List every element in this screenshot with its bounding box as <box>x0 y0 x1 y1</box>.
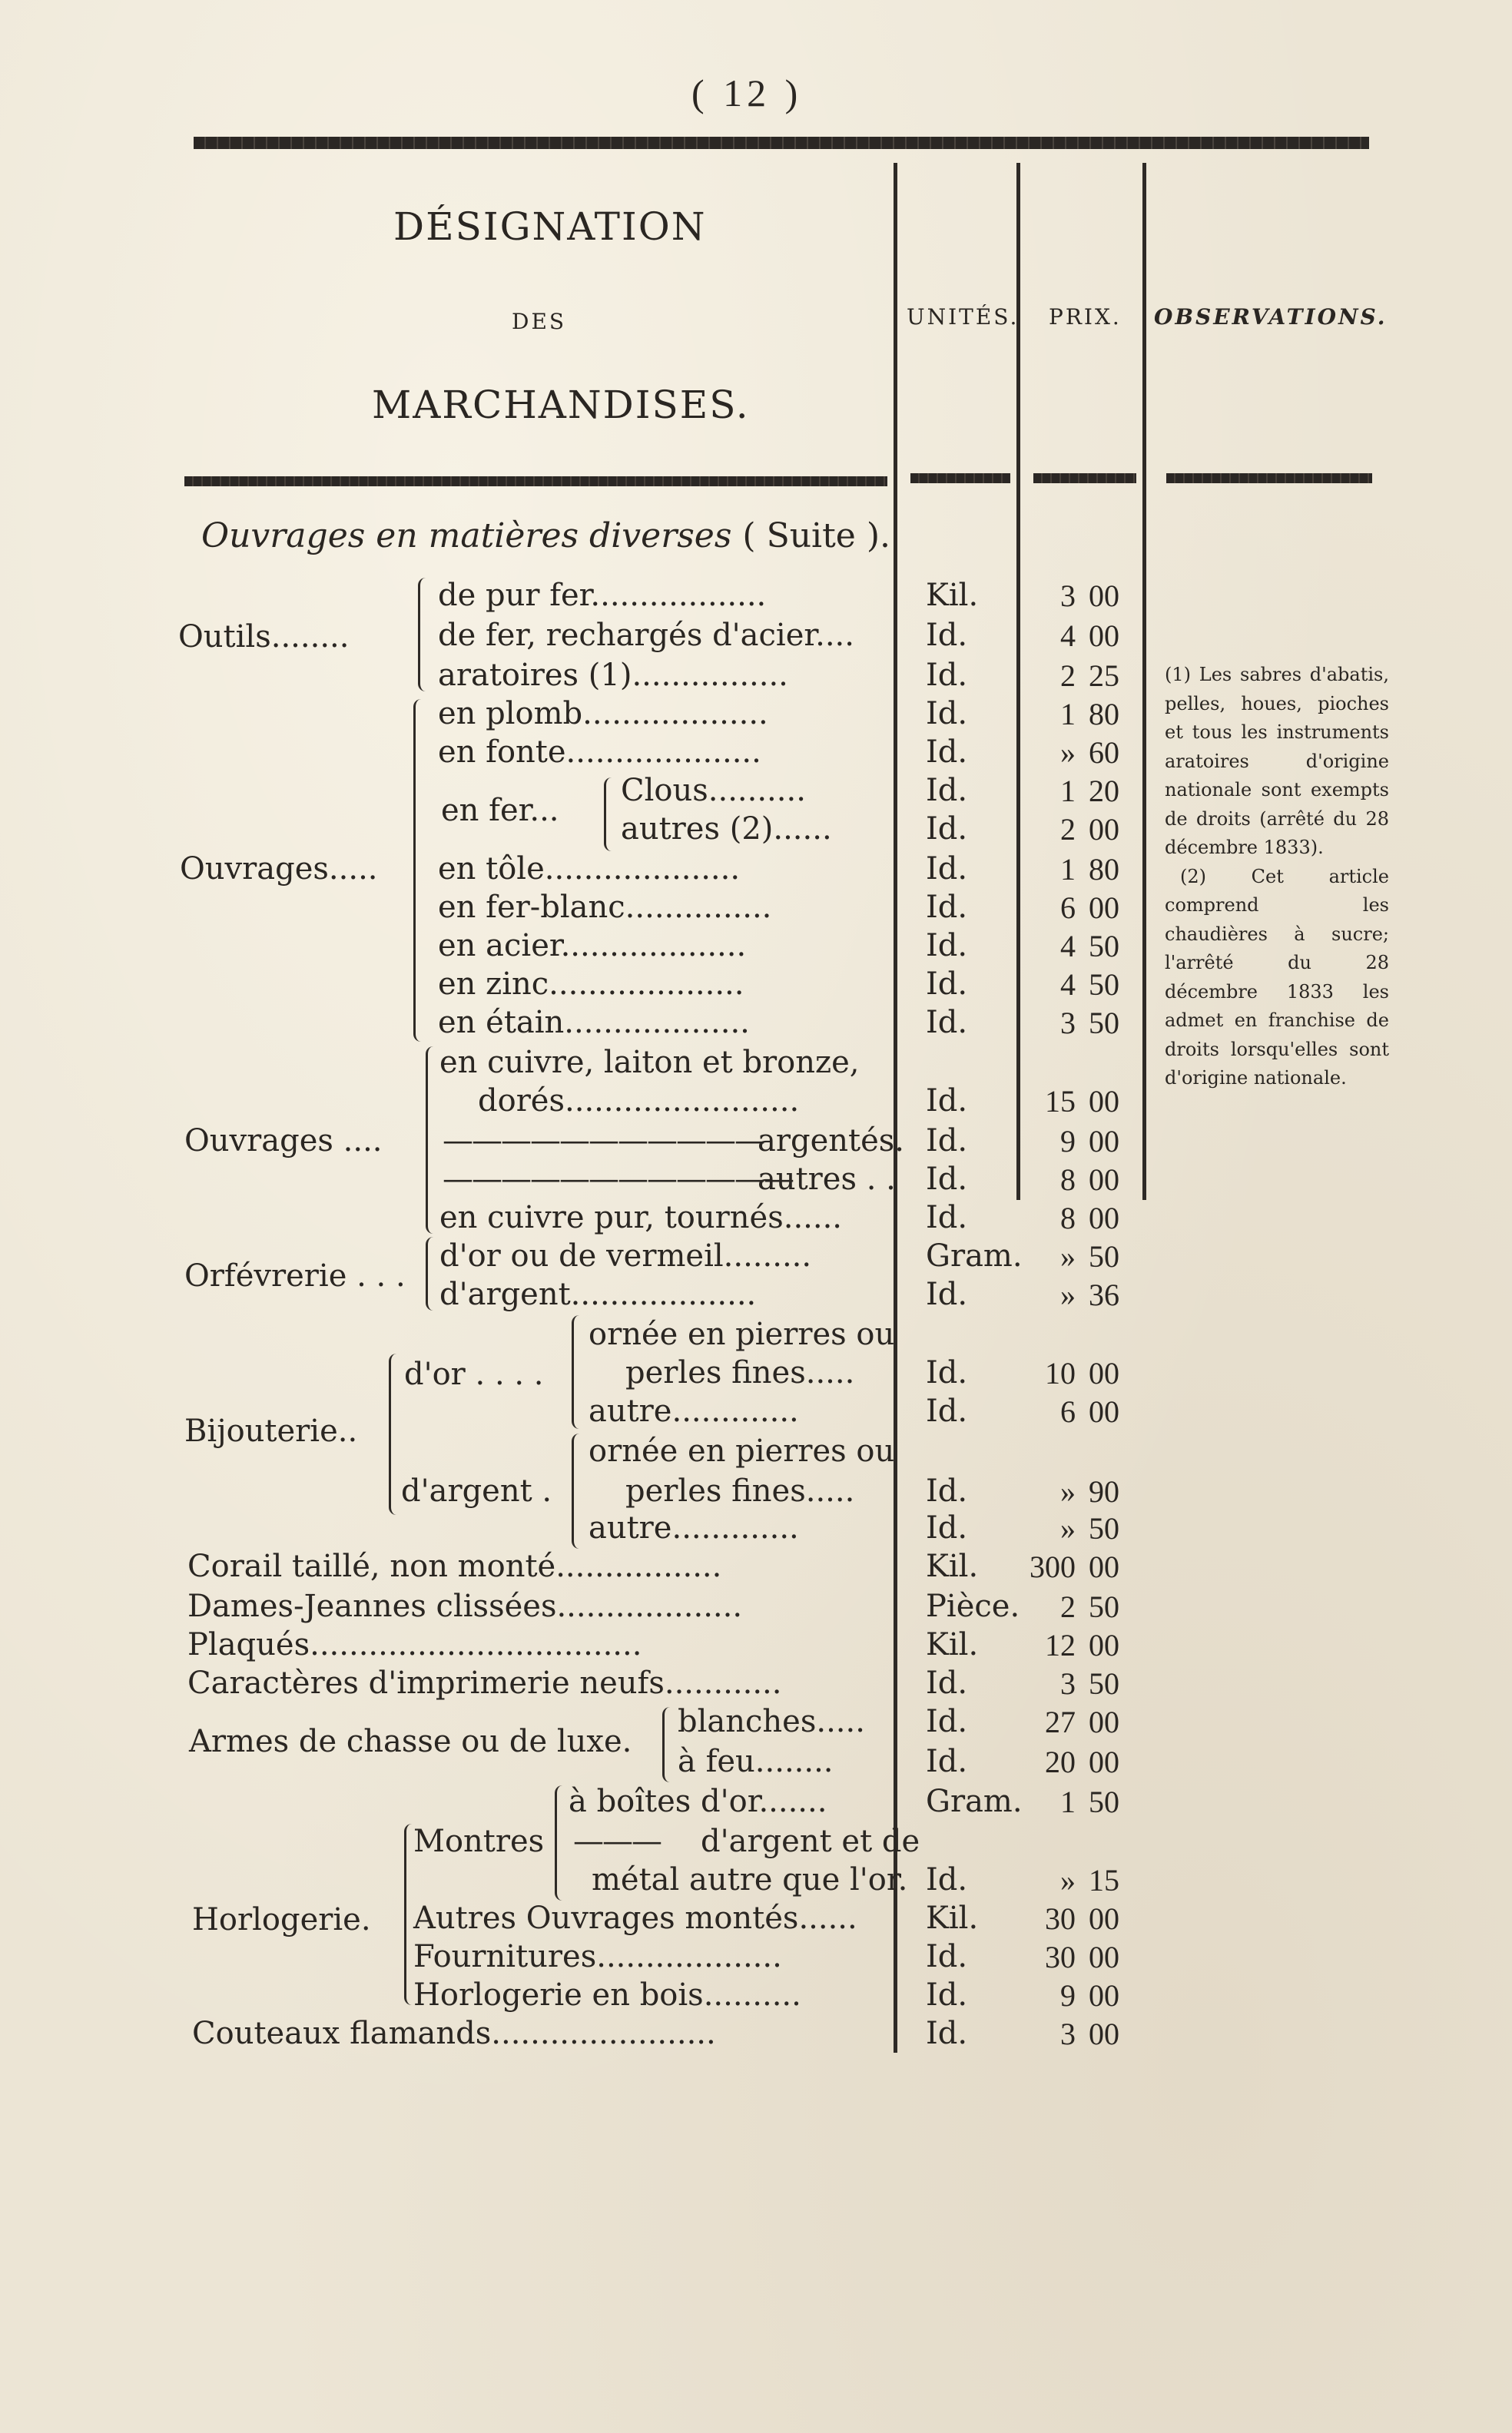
row-price-cent: 80 <box>1089 852 1119 887</box>
row-unit: Pièce. <box>926 1589 1020 1624</box>
row-label: Dames-Jeannes clissées................... <box>187 1589 743 1624</box>
row-label: en étain................... <box>438 1005 750 1040</box>
row-unit: Id. <box>926 618 968 653</box>
row-label: Autres Ouvrages montés...... <box>413 1901 857 1936</box>
row-price-cent: 00 <box>1089 1201 1119 1235</box>
row-price-cent: 50 <box>1089 1006 1119 1040</box>
row-price-franc: 8 <box>1060 1201 1076 1235</box>
row-label: Caractères d'imprimerie neufs............ <box>187 1666 782 1701</box>
row-label: d'or ou de vermeil......... <box>439 1238 812 1274</box>
row-unit: Kil. <box>926 578 979 613</box>
observations-notes <box>1165 661 1389 1093</box>
header-rule-observations <box>1166 473 1372 483</box>
brace-bijouterie-argent <box>572 1434 582 1549</box>
row-price-franc: » <box>1060 1474 1076 1509</box>
group-label-montres: Montres <box>413 1824 545 1859</box>
row-unit: Kil. <box>926 1627 979 1662</box>
row-price-franc: 1 <box>1060 774 1076 808</box>
row-label: en fer-blanc............... <box>438 890 772 925</box>
row-price-cent: 00 <box>1089 1705 1119 1739</box>
row-unit: Id. <box>926 1394 968 1429</box>
row-price-cent: 50 <box>1089 1239 1119 1274</box>
row-price-cent: 15 <box>1089 1863 1119 1898</box>
row-price-franc: 10 <box>1045 1356 1076 1391</box>
row-price-cent: 00 <box>1089 618 1119 653</box>
row-label: en tôle.................... <box>438 851 741 887</box>
header-rule-designation <box>184 476 887 486</box>
top-rule <box>194 137 1369 149</box>
row-price-cent: 00 <box>1089 2017 1119 2051</box>
row-price-franc: 12 <box>1045 1628 1076 1662</box>
row-unit: Id. <box>926 1473 968 1509</box>
row-label: en fonte.................... <box>438 734 761 770</box>
row-unit: Id. <box>926 1704 968 1739</box>
row-label: en cuivre pur, tournés...... <box>439 1200 843 1235</box>
brace-orfevrerie <box>426 1237 436 1311</box>
row-label: perles fines..... <box>625 1473 855 1509</box>
column-rule-3 <box>1142 163 1146 1200</box>
row-label: Corail taillé, non monté................. <box>187 1549 722 1584</box>
row-price-cent: 80 <box>1089 697 1119 731</box>
row-price-cent: 00 <box>1089 1084 1119 1119</box>
row-price-franc: 4 <box>1060 929 1076 963</box>
row-unit: Id. <box>926 1277 968 1312</box>
row-price-franc: 300 <box>1030 1550 1076 1584</box>
group-label-horlogerie: Horlogerie. <box>192 1902 371 1937</box>
row-unit: Gram. <box>926 1238 1023 1274</box>
row-price-cent: 00 <box>1089 1978 1119 2013</box>
row-price-cent: 25 <box>1089 658 1119 693</box>
row-price-cent: 50 <box>1089 1589 1119 1624</box>
row-price-cent: 00 <box>1089 1124 1119 1158</box>
header-observations: OBSERVATIONS. <box>1154 304 1388 330</box>
row-label: argentés. <box>758 1123 904 1158</box>
row-label: en zinc.................... <box>438 966 744 1002</box>
row-price-cent: 00 <box>1089 1940 1119 1974</box>
row-price-franc: 6 <box>1060 1394 1076 1429</box>
row-price-franc: 30 <box>1045 1940 1076 1974</box>
brace-ouvrages <box>413 699 423 1042</box>
row-unit: Id. <box>926 2016 968 2051</box>
row-price-cent: 20 <box>1089 774 1119 808</box>
row-label: aratoires (1)................ <box>438 658 788 693</box>
row-price-cent: 00 <box>1089 1162 1119 1197</box>
row-price-franc: 2 <box>1060 1589 1076 1624</box>
row-unit: Id. <box>926 734 968 770</box>
row-label: Horlogerie en bois.......... <box>413 1977 801 2013</box>
row-price-cent: 50 <box>1089 1785 1119 1819</box>
note-2: (2) Cet article comprend les chaudières à sucre; l'arrêté du 28 décembre 1833 les admet en franchise de droits lorsqu'elles sont d'origine nationale. <box>1165 865 1389 1089</box>
row-label: métal autre que l'or. <box>592 1862 908 1898</box>
row-price-cent: 90 <box>1089 1474 1119 1509</box>
group-label-bijouterie-argent: d'argent . <box>401 1473 552 1509</box>
group-label-bijouterie-or: d'or . . . . <box>404 1357 544 1392</box>
row-unit: Id. <box>926 1355 968 1391</box>
row-label: ornée en pierres ou <box>589 1434 895 1469</box>
row-price-franc: 3 <box>1060 1666 1076 1701</box>
row-label: de pur fer.................. <box>438 578 767 613</box>
row-unit: Kil. <box>926 1549 979 1584</box>
brace-ouvrages-cuivre <box>426 1046 436 1234</box>
row-label: d'argent................... <box>439 1277 757 1312</box>
row-label: de fer, rechargés d'acier.... <box>438 618 854 653</box>
row-price-franc: 1 <box>1060 1785 1076 1819</box>
header-rule-price <box>1033 473 1136 483</box>
row-price-cent: 00 <box>1089 890 1119 925</box>
section-title <box>201 516 890 555</box>
row-price-franc: » <box>1060 1239 1076 1274</box>
ditto-dash: ——————————— <box>443 1123 764 1158</box>
group-label-armes: Armes de chasse ou de luxe. <box>189 1724 632 1759</box>
row-unit: Id. <box>926 1666 968 1701</box>
row-price-franc: » <box>1060 1278 1076 1312</box>
page-number: ( 12 ) <box>691 71 803 114</box>
group-label-orfevrerie: Orfévrerie . . . <box>184 1258 406 1294</box>
row-price-franc: 3 <box>1060 1006 1076 1040</box>
row-label: perles fines..... <box>625 1355 855 1391</box>
brace-outils <box>418 578 428 691</box>
row-price-franc: 3 <box>1060 2017 1076 2051</box>
brace-montres <box>555 1785 565 1901</box>
row-unit: Id. <box>926 1977 968 2013</box>
row-price-cent: 60 <box>1089 735 1119 770</box>
section-title-italic: Ouvrages en matières diverses <box>201 516 732 555</box>
column-rule-1 <box>894 163 897 2053</box>
row-price-cent: 00 <box>1089 1901 1119 1936</box>
row-unit: Id. <box>926 1162 968 1197</box>
row-label: à feu........ <box>678 1744 834 1779</box>
row-unit: Id. <box>926 1862 968 1898</box>
row-unit: Id. <box>926 928 968 963</box>
row-unit: Id. <box>926 1939 968 1974</box>
row-label: d'argent et de <box>701 1824 920 1859</box>
group-label-en-fer: en fer... <box>441 793 559 828</box>
row-price-franc: 4 <box>1060 618 1076 653</box>
brace-en-fer <box>604 777 614 851</box>
row-price-franc: 2 <box>1060 658 1076 693</box>
row-price-franc: 1 <box>1060 852 1076 887</box>
row-price-franc: 1 <box>1060 697 1076 731</box>
row-price-cent: 50 <box>1089 1666 1119 1701</box>
group-label-outils: Outils........ <box>178 619 350 655</box>
group-label-ouvrages-cuivre: Ouvrages .... <box>184 1123 383 1158</box>
header-units: UNITÉS. <box>907 304 1020 330</box>
row-label: autre............. <box>589 1510 799 1546</box>
row-label: Plaqués.................................. <box>187 1627 642 1662</box>
header-rule-units <box>910 473 1010 483</box>
row-label: Clous.......... <box>621 773 806 808</box>
header-price: PRIX. <box>1049 304 1122 330</box>
row-unit: Id. <box>926 696 968 731</box>
row-price-cent: 00 <box>1089 812 1119 847</box>
group-label-bijouterie: Bijouterie.. <box>184 1414 358 1449</box>
row-price-cent: 00 <box>1089 1550 1119 1584</box>
row-price-cent: 00 <box>1089 578 1119 613</box>
row-price-franc: » <box>1060 1863 1076 1898</box>
row-label: Fournitures................... <box>413 1939 782 1974</box>
row-price-franc: 2 <box>1060 812 1076 847</box>
row-price-franc: 3 <box>1060 578 1076 613</box>
row-price-franc: 30 <box>1045 1901 1076 1936</box>
row-price-cent: 50 <box>1089 929 1119 963</box>
row-unit: Kil. <box>926 1901 979 1936</box>
row-price-franc: 6 <box>1060 890 1076 925</box>
row-unit: Id. <box>926 966 968 1002</box>
row-price-franc: 8 <box>1060 1162 1076 1197</box>
row-price-cent: 00 <box>1089 1745 1119 1779</box>
group-label-ouvrages: Ouvrages..... <box>180 851 378 887</box>
row-label: autres . . <box>758 1162 896 1197</box>
row-price-cent: 00 <box>1089 1356 1119 1391</box>
row-price-cent: 36 <box>1089 1278 1119 1312</box>
ditto-dash: ——— <box>573 1824 661 1859</box>
row-price-franc: 9 <box>1060 1124 1076 1158</box>
row-price-cent: 00 <box>1089 1628 1119 1662</box>
note-1: (1) Les sabres d'abatis, pelles, houes, pioches et tous les instruments aratoires d'origine nationale sont exempts de droits (arrêté du 28 décembre 1833). <box>1165 664 1389 858</box>
row-unit: Id. <box>926 773 968 808</box>
row-unit: Gram. <box>926 1784 1023 1819</box>
row-label: autre............. <box>589 1394 799 1429</box>
row-label: blanches..... <box>678 1704 865 1739</box>
row-unit: Id. <box>926 851 968 887</box>
row-unit: Id. <box>926 1510 968 1546</box>
row-price-cent: 50 <box>1089 967 1119 1002</box>
row-unit: Id. <box>926 890 968 925</box>
row-price-cent: 50 <box>1089 1511 1119 1546</box>
brace-bijouterie-or <box>572 1315 582 1429</box>
row-price-franc: 27 <box>1045 1705 1076 1739</box>
row-label: en plomb................... <box>438 696 768 731</box>
row-unit: Id. <box>926 1083 968 1119</box>
brace-armes <box>662 1707 672 1782</box>
row-label: dorés........................ <box>478 1083 800 1119</box>
row-price-franc: 9 <box>1060 1978 1076 2013</box>
header-des: DES <box>512 309 567 334</box>
row-label: autres (2)...... <box>621 811 832 847</box>
row-unit: Id. <box>926 1123 968 1158</box>
row-label: en cuivre, laiton et bronze, <box>439 1045 860 1080</box>
row-price-cent: 00 <box>1089 1394 1119 1429</box>
row-price-franc: » <box>1060 1511 1076 1546</box>
row-unit: Id. <box>926 811 968 847</box>
brace-bijouterie <box>389 1354 399 1515</box>
row-label: Couteaux flamands....................... <box>192 2016 716 2051</box>
row-unit: Id. <box>926 658 968 693</box>
row-unit: Id. <box>926 1200 968 1235</box>
row-label: à boîtes d'or....... <box>569 1784 827 1819</box>
header-designation: DÉSIGNATION <box>393 204 707 249</box>
row-label: ornée en pierres ou <box>589 1317 895 1352</box>
header-marchandises: MARCHANDISES. <box>372 383 750 427</box>
row-price-franc: 15 <box>1045 1084 1076 1119</box>
row-price-franc: 20 <box>1045 1745 1076 1779</box>
row-price-franc: » <box>1060 735 1076 770</box>
row-unit: Id. <box>926 1005 968 1040</box>
row-unit: Id. <box>926 1744 968 1779</box>
row-label: en acier................... <box>438 928 747 963</box>
section-title-suffix: ( Suite ). <box>742 516 890 555</box>
row-price-franc: 4 <box>1060 967 1076 1002</box>
ditto-dash: ———————————— <box>443 1162 793 1197</box>
